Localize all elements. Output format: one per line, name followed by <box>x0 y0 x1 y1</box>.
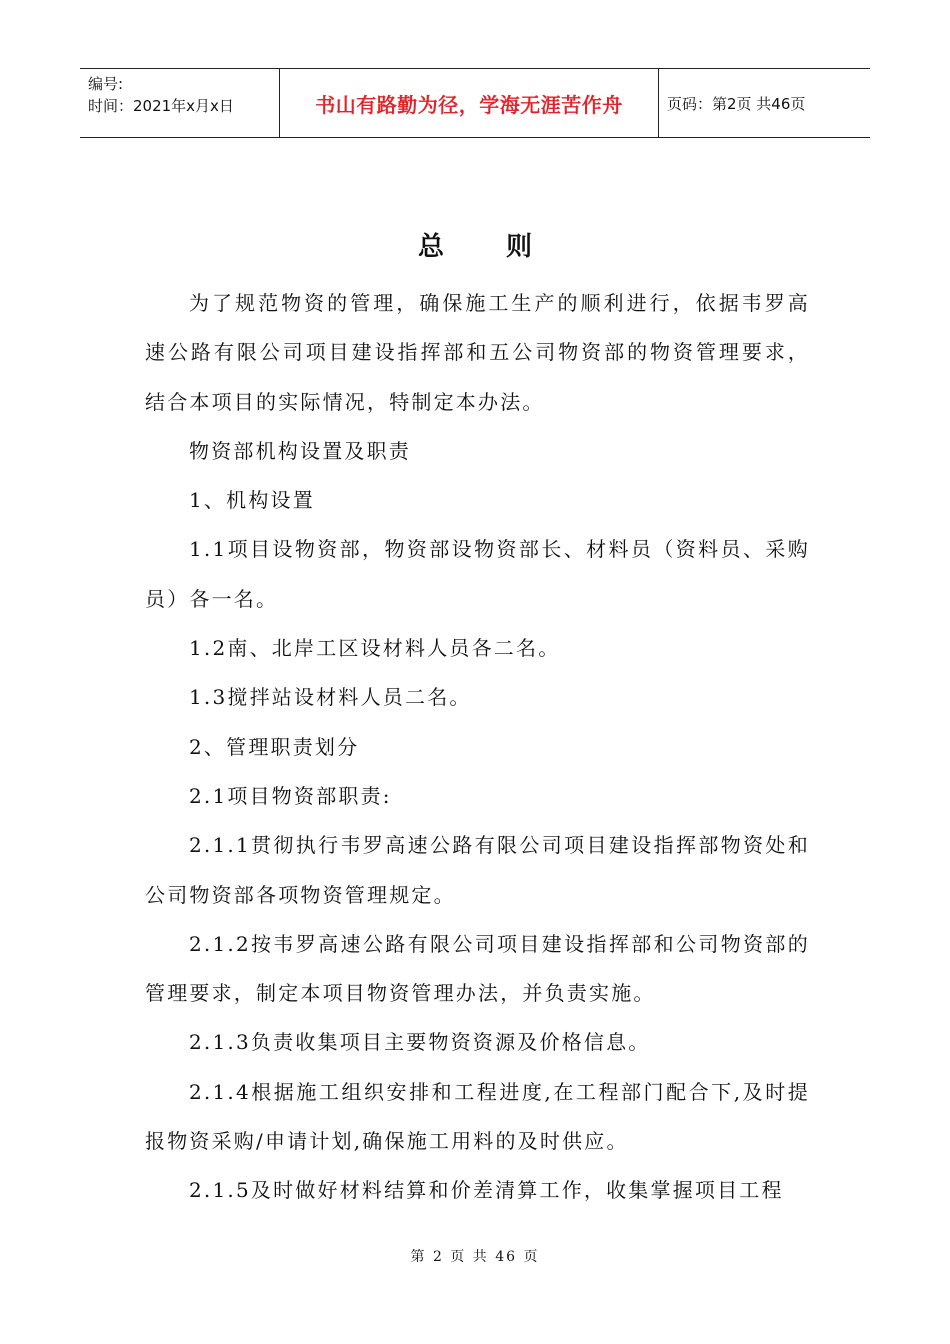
paragraph: 2.1项目物资部职责: <box>189 783 392 808</box>
header-page-code: 页码：第2页 共46页 <box>667 94 806 113</box>
header-motto: 书山有路勤为径，学海无涯苦作舟 <box>280 69 659 137</box>
header-number-label: 编号: <box>88 75 124 93</box>
paragraph: 2.1.2按韦罗高速公路有限公司项目建设指挥部和公司物资部的管理要求，制定本项目物资管理办法，并负责实施。 <box>145 931 810 1006</box>
paragraph: 2.1.5及时做好材料结算和价差清算工作，收集掌握项目工程 <box>189 1178 784 1203</box>
paragraph: 2.1.4根据施工组织安排和工程进度,在工程部门配合下,及时提报物资采购/申请计划,确保施工用料的及时供应。 <box>145 1079 810 1154</box>
paragraph: 为了规范物资的管理，确保施工生产的顺利进行，依据韦罗高速公路有限公司项目建设指挥部和五公司物资部的物资管理要求，结合本项目的实际情况，特制定本办法。 <box>145 291 810 414</box>
paragraph: 2、管理职责划分 <box>189 734 360 759</box>
paragraph: 1.1项目设物资部，物资部设物资部长、材料员（资料员、采购员）各一名。 <box>145 537 810 611</box>
paragraph: 2.1.3负责收集项目主要物资资源及价格信息。 <box>189 1030 651 1055</box>
paragraph: 1、机构设置 <box>189 488 315 513</box>
page-footer: 第 2 页 共 46 页 <box>410 1249 540 1265</box>
paragraph: 1.2南、北岸工区设材料人员各二名。 <box>189 636 561 661</box>
paragraph: 物资部机构设置及职责 <box>189 438 411 463</box>
paragraph: 1.3搅拌站设材料人员二名。 <box>189 685 472 710</box>
header-time-label: 时间：2021年x月x日 <box>88 97 234 115</box>
header-meta <box>80 69 280 137</box>
paragraph: 2.1.1贯彻执行韦罗高速公路有限公司项目建设指挥部物资处和公司物资部各项物资管理规定。 <box>145 833 810 907</box>
body-text <box>145 279 810 1216</box>
page-title: 总则 <box>417 232 594 262</box>
page-header <box>80 68 870 138</box>
